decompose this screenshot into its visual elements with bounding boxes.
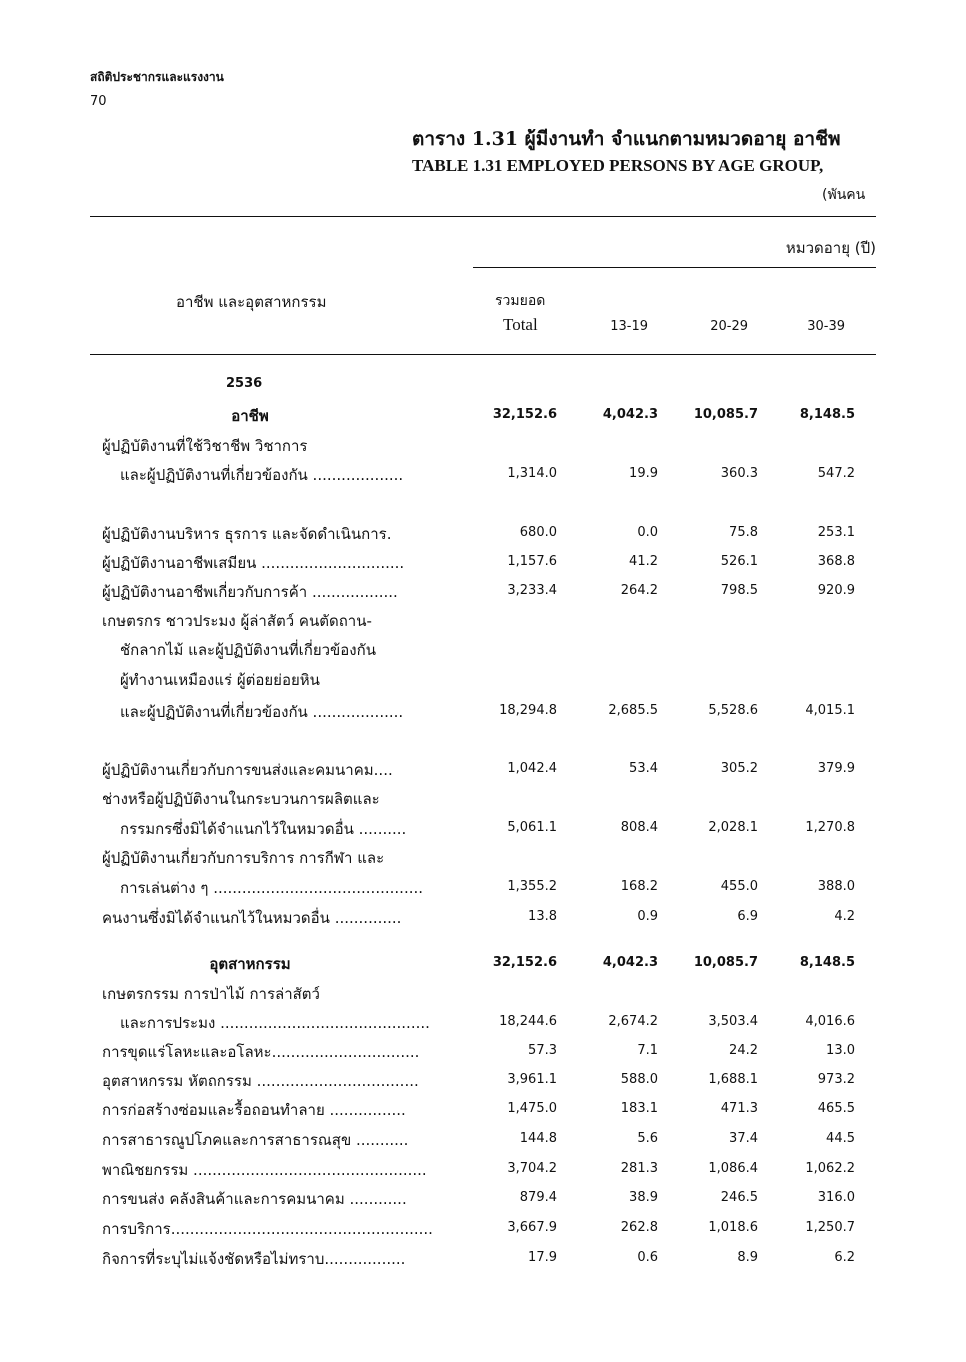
value-cell: 4,042.3 — [602, 955, 658, 970]
value-cell: 264.2 — [620, 583, 658, 598]
occupation-total-row — [0, 404, 966, 426]
age-col-header-20-29: 20-29 — [710, 319, 748, 334]
value-cell: 13.0 — [826, 1043, 855, 1058]
table-title-english: TABLE 1.31 EMPLOYED PERSONS BY AGE GROUP, — [412, 156, 824, 175]
row-label: เกษตรกร ชาวประมง ผู้ล่าสัตว์ คนตัดถาน- — [102, 612, 372, 630]
value-cell: 588.0 — [620, 1072, 658, 1087]
industry-row — [0, 1128, 966, 1150]
occupation-heading: อาชีพ — [231, 407, 269, 425]
row-label: ผู้ปฏิบัติงานเกี่ยวกับการขนส่งและคมนาคม.... — [102, 761, 393, 779]
unit-note: (พันคน — [822, 187, 866, 203]
row-label: และผู้ปฏิบัติงานที่เกี่ยวข้องกัน ................... — [120, 466, 404, 484]
value-cell: 38.9 — [629, 1190, 658, 1205]
value-cell: 1,270.8 — [805, 820, 855, 835]
value-cell: 471.3 — [720, 1101, 758, 1116]
value-cell: 4,016.6 — [805, 1014, 855, 1029]
row-label: ชักลากไม้ และผู้ปฏิบัติงานที่เกี่ยวข้องกัน — [120, 641, 376, 659]
industry-total-row — [0, 952, 966, 974]
row-label: ผู้ทำงานเหมืองแร่ ผู้ต่อยย่อยหิน — [120, 671, 320, 689]
running-head: สถิติประชากรและแรงงาน — [90, 70, 224, 84]
value-cell: 32,152.6 — [492, 407, 557, 422]
value-cell: 6.9 — [737, 909, 758, 924]
row-label: อุตสาหกรรม หัตถกรรม .................................. — [102, 1072, 419, 1090]
occupation-row-line — [0, 434, 966, 456]
industry-row — [0, 1217, 966, 1239]
value-cell: 19.9 — [629, 466, 658, 481]
year-label: 2536 — [226, 376, 263, 391]
age-group-rule — [473, 267, 876, 268]
value-cell: 3,503.4 — [708, 1014, 758, 1029]
row-label: กรรมกรซึ่งมิได้จำแนกไว้ในหมวดอื่น .......... — [120, 820, 407, 838]
value-cell: 0.0 — [637, 525, 658, 540]
row-label: ผู้ปฏิบัติงานที่ใช้วิชาชีพ วิชาการ — [102, 437, 308, 455]
value-cell: 246.5 — [720, 1190, 758, 1205]
value-cell: 1,688.1 — [708, 1072, 758, 1087]
value-cell: 4,015.1 — [805, 703, 855, 718]
value-cell: 1,475.0 — [507, 1101, 557, 1116]
value-cell: 1,157.6 — [507, 554, 557, 569]
row-label: การสาธารณูปโภคและการสาธารณสุข ........... — [102, 1131, 409, 1149]
value-cell: 4.2 — [834, 909, 855, 924]
age-col-header-13-19: 13-19 — [610, 319, 648, 334]
row-label: การขุดแร่โลหะและอโลหะ............................... — [102, 1043, 420, 1061]
value-cell: 316.0 — [817, 1190, 855, 1205]
value-cell: 1,086.4 — [708, 1161, 758, 1176]
industry-row — [0, 1187, 966, 1209]
value-cell: 18,244.6 — [499, 1014, 557, 1029]
value-cell: 8,148.5 — [799, 955, 855, 970]
row-label: การขนส่ง คลังสินค้าและการคมนาคม ............ — [102, 1190, 407, 1208]
occupation-row-line — [0, 787, 966, 809]
value-cell: 3,233.4 — [507, 583, 557, 598]
industry-row-line — [0, 982, 966, 1004]
row-label: ผู้ปฏิบัติงานอาชีพเสมียน .............................. — [102, 554, 405, 572]
value-cell: 0.9 — [637, 909, 658, 924]
value-cell: 2,028.1 — [708, 820, 758, 835]
value-cell: 13.8 — [528, 909, 557, 924]
header-top-rule — [90, 216, 876, 217]
industry-row — [0, 1098, 966, 1120]
row-label: ช่างหรือผู้ปฏิบัติงานในกระบวนการผลิตและ — [102, 790, 380, 808]
industry-row — [0, 1158, 966, 1180]
occupation-row — [0, 876, 966, 898]
row-label: การบริการ....................................................... — [102, 1220, 433, 1238]
total-header-thai: รวมยอด — [495, 293, 546, 309]
page-number: 70 — [90, 94, 107, 109]
value-cell: 388.0 — [817, 879, 855, 894]
value-cell: 680.0 — [519, 525, 557, 540]
value-cell: 32,152.6 — [492, 955, 557, 970]
value-cell: 24.2 — [729, 1043, 758, 1058]
value-cell: 368.8 — [817, 554, 855, 569]
value-cell: 6.2 — [834, 1250, 855, 1265]
occupation-row — [0, 700, 966, 722]
year-row — [0, 376, 966, 398]
occupation-row-line — [0, 638, 966, 660]
value-cell: 920.9 — [817, 583, 855, 598]
occupation-row-line — [0, 609, 966, 631]
value-cell: 44.5 — [826, 1131, 855, 1146]
value-cell: 1,250.7 — [805, 1220, 855, 1235]
value-cell: 798.5 — [720, 583, 758, 598]
row-label: กิจการที่ระบุไม่แจ้งชัดหรือไม่ทราบ................. — [102, 1250, 406, 1268]
value-cell: 10,085.7 — [693, 955, 758, 970]
occupation-row-line — [0, 668, 966, 690]
value-cell: 879.4 — [519, 1190, 557, 1205]
value-cell: 5,528.6 — [708, 703, 758, 718]
value-cell: 1,042.4 — [507, 761, 557, 776]
row-label: ผู้ปฏิบัติงานเกี่ยวกับการบริการ การกีฬา และ — [102, 849, 385, 867]
value-cell: 8.9 — [737, 1250, 758, 1265]
value-cell: 1,355.2 — [507, 879, 557, 894]
value-cell: 253.1 — [817, 525, 855, 540]
value-cell: 305.2 — [720, 761, 758, 776]
occupation-row — [0, 758, 966, 780]
value-cell: 3,704.2 — [507, 1161, 557, 1176]
value-cell: 262.8 — [620, 1220, 658, 1235]
row-label: เกษตรกรรม การป่าไม้ การล่าสัตว์ — [102, 985, 320, 1003]
row-label: ผู้ปฏิบัติงานบริหาร ธุรการ และจัดดำเนินการ. — [102, 525, 392, 543]
value-cell: 379.9 — [817, 761, 855, 776]
value-cell: 75.8 — [729, 525, 758, 540]
occupation-row-line — [0, 846, 966, 868]
value-cell: 2,674.2 — [608, 1014, 658, 1029]
industry-row — [0, 1040, 966, 1062]
value-cell: 1,062.2 — [805, 1161, 855, 1176]
industry-row — [0, 1011, 966, 1033]
value-cell: 1,018.6 — [708, 1220, 758, 1235]
value-cell: 17.9 — [528, 1250, 557, 1265]
value-cell: 808.4 — [620, 820, 658, 835]
value-cell: 455.0 — [720, 879, 758, 894]
age-col-header-30-39: 30-39 — [807, 319, 845, 334]
age-group-header: หมวดอายุ (ปี) — [785, 239, 876, 257]
industry-heading: อุตสาหกรรม — [209, 955, 291, 973]
value-cell: 7.1 — [637, 1043, 658, 1058]
total-header-english: Total — [503, 315, 538, 334]
value-cell: 10,085.7 — [693, 407, 758, 422]
value-cell: 547.2 — [817, 466, 855, 481]
value-cell: 37.4 — [729, 1131, 758, 1146]
row-label: การก่อสร้างซ่อมและรื้อถอนทำลาย ................ — [102, 1101, 406, 1119]
value-cell: 360.3 — [720, 466, 758, 481]
value-cell: 5,061.1 — [507, 820, 557, 835]
occupation-row — [0, 522, 966, 544]
occupation-row — [0, 551, 966, 573]
value-cell: 281.3 — [620, 1161, 658, 1176]
value-cell: 57.3 — [528, 1043, 557, 1058]
value-cell: 2,685.5 — [608, 703, 658, 718]
occupation-row — [0, 463, 966, 485]
value-cell: 973.2 — [817, 1072, 855, 1087]
occupation-row — [0, 580, 966, 602]
value-cell: 526.1 — [720, 554, 758, 569]
row-label: การเล่นต่าง ๆ ............................................ — [120, 879, 424, 897]
row-label: คนงานซึ่งมิได้จำแนกไว้ในหมวดอื่น .............. — [102, 909, 402, 927]
table-title-thai: ตาราง 1.31 ผู้มีงานทำ จำแนกตามหมวดอายุ อาชีพ — [412, 128, 841, 150]
row-label: และการประมง ............................................ — [120, 1014, 430, 1032]
value-cell: 465.5 — [817, 1101, 855, 1116]
occupation-row — [0, 906, 966, 928]
value-cell: 3,961.1 — [507, 1072, 557, 1087]
value-cell: 41.2 — [629, 554, 658, 569]
value-cell: 144.8 — [519, 1131, 557, 1146]
value-cell: 53.4 — [629, 761, 658, 776]
stub-header: อาชีพ และอุตสาหกรรม — [176, 293, 327, 311]
value-cell: 5.6 — [637, 1131, 658, 1146]
value-cell: 18,294.8 — [499, 703, 557, 718]
value-cell: 4,042.3 — [602, 407, 658, 422]
header-bottom-rule — [90, 354, 876, 355]
row-label: และผู้ปฏิบัติงานที่เกี่ยวข้องกัน ................... — [120, 703, 404, 721]
value-cell: 8,148.5 — [799, 407, 855, 422]
value-cell: 3,667.9 — [507, 1220, 557, 1235]
row-label: พาณิชยกรรม ................................................. — [102, 1161, 427, 1179]
occupation-row — [0, 817, 966, 839]
industry-row — [0, 1069, 966, 1091]
value-cell: 168.2 — [620, 879, 658, 894]
industry-row — [0, 1247, 966, 1269]
value-cell: 0.6 — [637, 1250, 658, 1265]
row-label: ผู้ปฏิบัติงานอาชีพเกี่ยวกับการค้า .................. — [102, 583, 398, 601]
value-cell: 1,314.0 — [507, 466, 557, 481]
value-cell: 183.1 — [620, 1101, 658, 1116]
